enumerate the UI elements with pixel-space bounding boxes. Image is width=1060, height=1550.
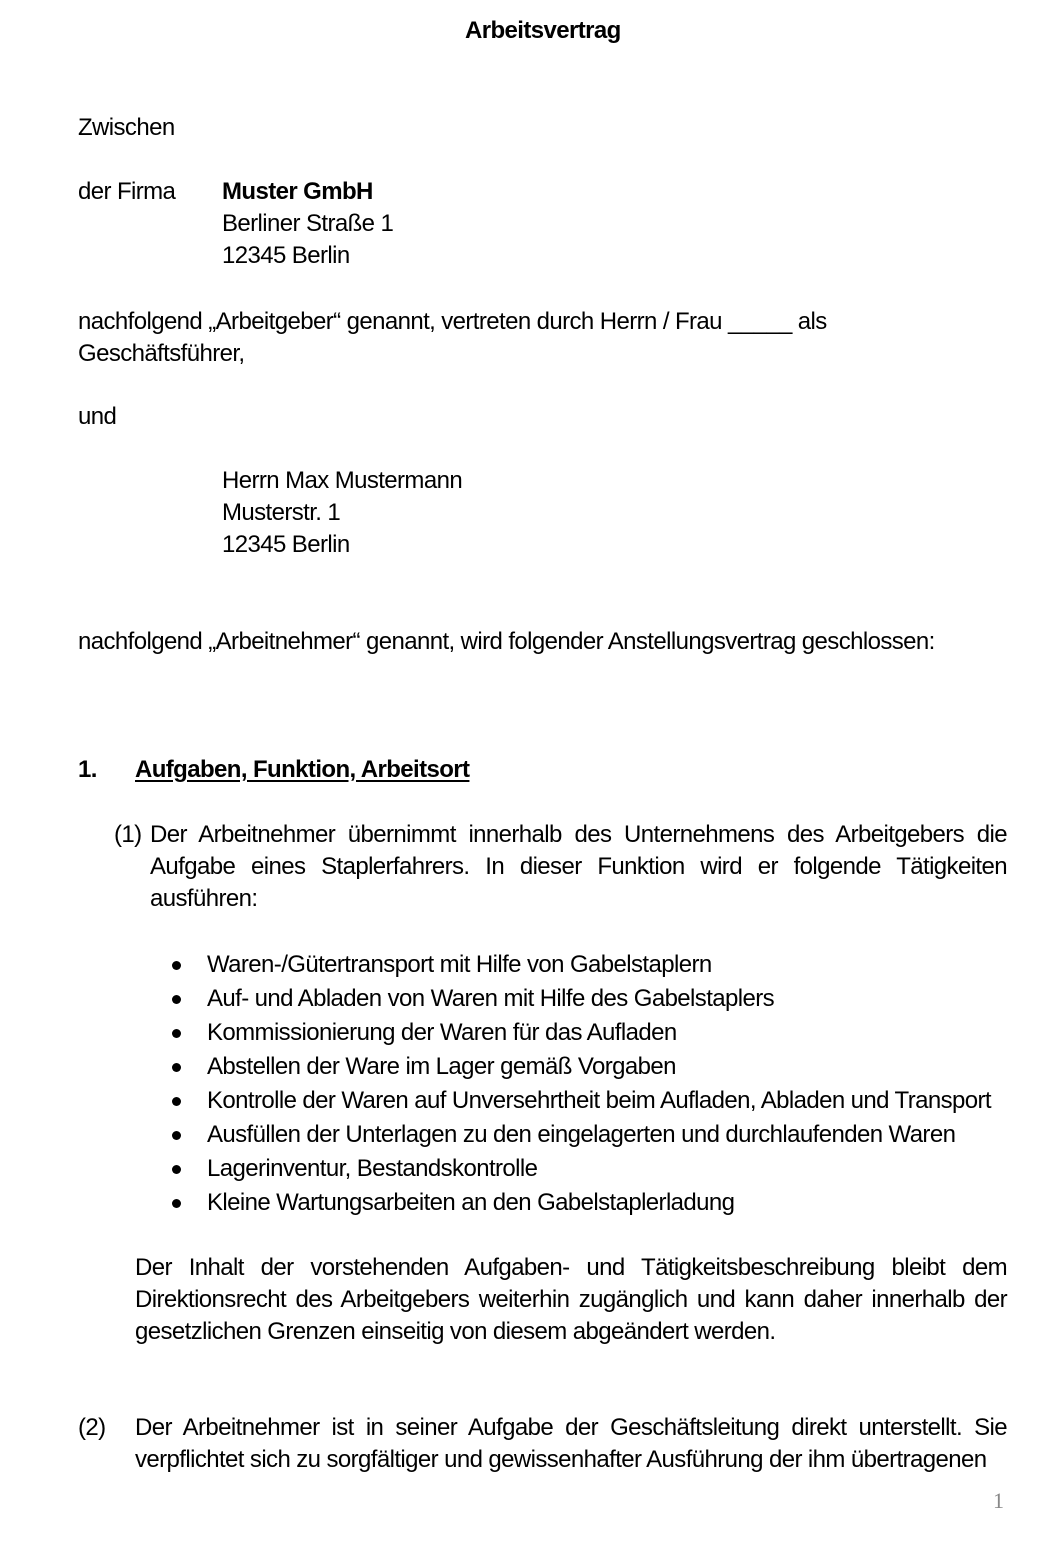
bullet-icon <box>172 995 181 1004</box>
employee-name: Herrn Max Mustermann <box>222 467 463 494</box>
task-text: Ausfüllen der Unterlagen zu den eingelagerten und durchlaufenden Waren <box>207 1121 956 1148</box>
task-text: Abstellen der Ware im Lager gemäß Vorgaben <box>207 1053 676 1080</box>
list-item <box>172 1050 991 1084</box>
list-item <box>172 982 991 1016</box>
bullet-icon <box>172 1131 181 1140</box>
para1-number: (1) <box>114 821 142 848</box>
and-label: und <box>78 403 117 430</box>
between-label: Zwischen <box>78 114 175 141</box>
document-title: Arbeitsvertrag <box>465 17 621 44</box>
section1-heading: Aufgaben, Funktion, Arbeitsort <box>135 756 470 783</box>
employer-note-line1: nachfolgend „Arbeitgeber“ genannt, vertreten durch Herrn / Frau _____ als <box>78 308 827 335</box>
bullet-icon <box>172 1097 181 1106</box>
list-item <box>172 1118 991 1152</box>
list-item <box>172 1084 991 1118</box>
bullet-icon <box>172 1199 181 1208</box>
task-text: Lagerinventur, Bestandskontrolle <box>207 1155 538 1182</box>
para2-text: Der Arbeitnehmer ist in seiner Aufgabe der Geschäftsleitung direkt unterstellt. Sie verpflichtet sich zu sorgfältiger und gewissenhafter Ausführung der ihm übertragenen <box>135 1414 1007 1473</box>
para2-number: (2) <box>78 1414 106 1441</box>
task-text: Kleine Wartungsarbeiten an den Gabelstaplerladung <box>207 1189 735 1216</box>
list-item <box>172 948 991 982</box>
bullet-icon <box>172 1165 181 1174</box>
employee-city: 12345 Berlin <box>222 531 350 558</box>
list-item <box>172 1016 991 1050</box>
page-number: 1 <box>993 1488 1004 1513</box>
employer-name: Muster GmbH <box>222 178 373 205</box>
task-text: Auf- und Abladen von Waren mit Hilfe des Gabelstaplers <box>207 985 775 1012</box>
employer-street: Berliner Straße 1 <box>222 210 394 237</box>
para1-closing: Der Inhalt der vorstehenden Aufgaben- und Tätigkeitsbeschreibung bleibt dem Direktionsrecht des Arbeitgebers weiterhin zugänglich und kann daher innerhalb der gesetzlichen Grenzen einseitig von diesem abgeändert werden. <box>135 1254 1007 1345</box>
bullet-icon <box>172 961 181 970</box>
list-item <box>172 1186 991 1220</box>
employee-note: nachfolgend „Arbeitnehmer“ genannt, wird folgender Anstellungsvertrag geschlossen: <box>78 628 935 655</box>
task-list <box>172 948 991 1220</box>
task-text: Kontrolle der Waren auf Unversehrtheit beim Aufladen, Abladen und Transport <box>207 1087 991 1114</box>
bullet-icon <box>172 1029 181 1038</box>
list-item <box>172 1152 991 1186</box>
employer-city: 12345 Berlin <box>222 242 350 269</box>
employee-street: Musterstr. 1 <box>222 499 341 526</box>
bullet-icon <box>172 1063 181 1072</box>
task-text: Kommissionierung der Waren für das Aufladen <box>207 1019 677 1046</box>
task-text: Waren-/Gütertransport mit Hilfe von Gabelstaplern <box>207 951 712 978</box>
employer-note-line2: Geschäftsführer, <box>78 340 245 367</box>
section1-number: 1. <box>78 756 97 783</box>
para1-text: Der Arbeitnehmer übernimmt innerhalb des Unternehmens des Arbeitgebers die Aufgabe eines Staplerfahrers. In dieser Funktion wird er folgende Tätigkeiten ausführen: <box>150 821 1007 912</box>
employer-label: der Firma <box>78 178 176 205</box>
